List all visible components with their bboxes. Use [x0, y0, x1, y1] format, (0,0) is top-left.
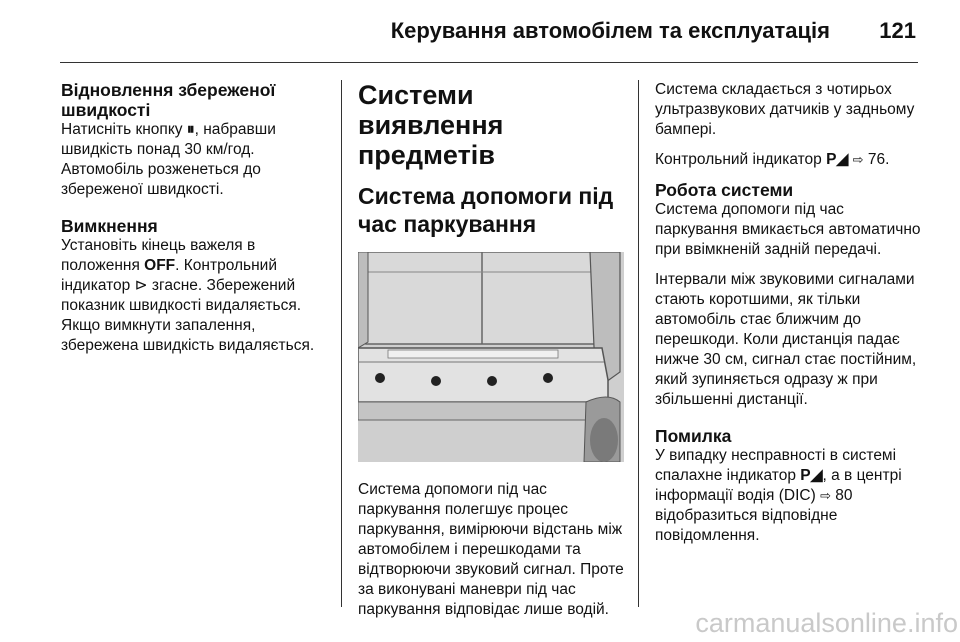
- fault-page-ref: 80: [835, 487, 853, 504]
- off-text-mid: . Контрольний індикатор: [61, 257, 277, 294]
- running-header-title: Керування автомобілем та експлуатація: [390, 18, 830, 43]
- switch-off-section: [61, 216, 333, 356]
- operation-text-2: Інтервали між звуковими сигналами стають коротшими, як тільки автомобіль стає ближчим до перешкоди. Коли дистанція падає нижче 30 см, сигнал стає постійним, який зупиняється одразу ж при збільшенні дистанції.: [655, 271, 917, 408]
- restore-text-after: , набравши швидкість понад 30 км/год. Автомобіль розженеться до збереженої швидкості.: [61, 121, 276, 198]
- header-rule: [60, 62, 918, 63]
- van-rear-drawing: [358, 252, 624, 462]
- fault-text-before: У випадку несправності в системі спалахне індикатор: [655, 447, 897, 484]
- switch-off-heading: Вимкнення: [61, 216, 158, 236]
- indicator-page-ref: 76.: [867, 151, 890, 168]
- section-subtitle: Система допомоги під час паркування: [358, 183, 614, 237]
- fault-text-after: відобразиться відповідне повідомлення.: [655, 507, 838, 544]
- section-title: Системи виявлення предметів: [358, 80, 504, 170]
- off-text-after: згасне. Збережений показник швидкості видаляється. Якщо вимкнути запалення, збережена швидкість видаляється.: [61, 277, 315, 354]
- operation-section: [655, 180, 923, 410]
- column-right: [655, 80, 923, 562]
- indicator-text-before: Контрольний індикатор: [655, 151, 827, 168]
- switch-off-text: [61, 236, 333, 356]
- operation-heading: Робота системи: [655, 180, 794, 200]
- off-label: OFF: [144, 257, 176, 274]
- fault-heading: Помилка: [655, 426, 732, 446]
- page-reference-arrow-icon: ⇨: [852, 152, 864, 167]
- watermark: carmanualsonline.info: [695, 608, 958, 638]
- indicator-reference: [655, 150, 923, 170]
- page-number: 121: [879, 18, 916, 43]
- page-reference-arrow-icon: ⇨: [820, 488, 831, 503]
- off-text-before: Установіть кінець важеля в положення: [61, 237, 256, 274]
- column-middle: [358, 80, 626, 630]
- column-divider-2: [638, 80, 639, 607]
- fault-text-mid: , а в центрі інформації водія (DIC): [655, 467, 902, 504]
- page-header: [0, 18, 960, 58]
- parking-assist-description: Система допомоги під час паркування полегшує процес паркування, вимірюючи відстань між автомобілем і перешкодами та відтворюючи звуковий сигнал. Проте за виконувані маневри під час паркування відповідає лише водій.: [358, 481, 624, 618]
- fault-section: [655, 426, 923, 546]
- cruise-control-indicator-icon: ⊳: [134, 277, 148, 294]
- restore-speed-heading: Відновлення збереженої швидкості: [61, 80, 276, 120]
- system-intro: Система складається з чотирьох ультразвукових датчиків у задньому бампері.: [655, 81, 915, 138]
- restore-speed-section: [61, 80, 333, 200]
- restore-speed-text: [61, 120, 333, 200]
- column-left: [61, 80, 333, 372]
- restore-text-before: Натисніть кнопку: [61, 121, 187, 138]
- parking-assist-indicator-icon: P◢: [800, 467, 823, 484]
- rear-bumper-sensors-illustration: [358, 252, 624, 462]
- parking-assist-indicator-icon: P◢: [826, 151, 849, 168]
- fault-text: [655, 446, 923, 546]
- operation-text-1: Система допомоги під час паркування вмикається автоматично при ввімкненій задній передачі.: [655, 201, 921, 258]
- column-divider-1: [341, 80, 342, 607]
- pause-icon: ⏸: [186, 121, 195, 138]
